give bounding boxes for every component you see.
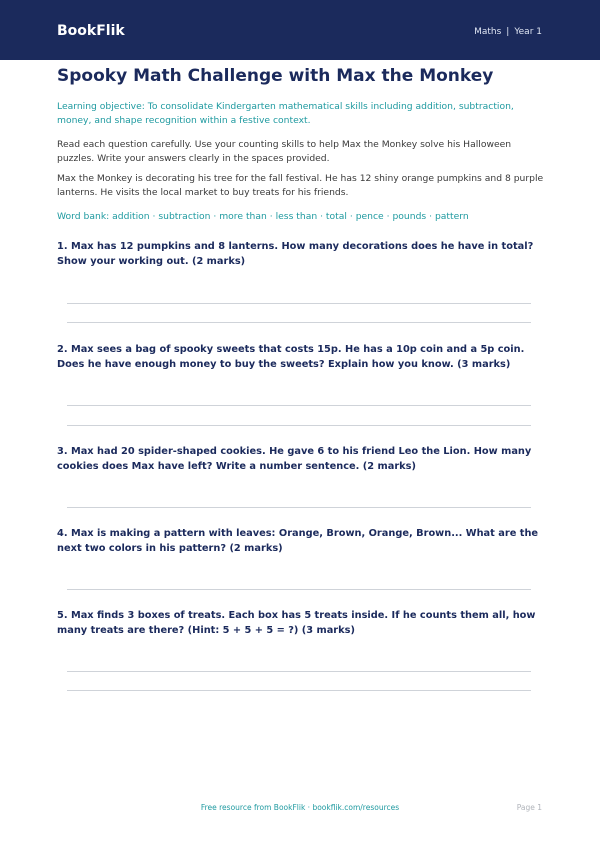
header-meta xyxy=(474,27,542,37)
question-1: 1. Max has 12 pumpkins and 8 lanterns. How many decorations does he have in total? Show your working out. (2 marks) xyxy=(57,241,534,267)
answer-line[interactable] xyxy=(67,671,531,672)
question-3: 3. Max had 20 spider-shaped cookies. He gave 6 to his friend Leo the Lion. How many cookies does Max have left? Write a number sentence. (2 marks) xyxy=(57,446,532,472)
answer-line[interactable] xyxy=(67,589,531,590)
learning-objective: Learning objective: To consolidate Kindergarten mathematical skills including addition, subtraction, money, and shape recognition within a festive context. xyxy=(57,101,514,126)
story-context: Max the Monkey is decorating his tree for the fall festival. He has 12 shiny orange pumpkins and 8 purple lanterns. He visits the local market to buy treats for his friends. xyxy=(57,173,544,198)
instructions-text: Read each question carefully. Use your counting skills to help Max the Monkey solve his Halloween puzzles. Write your answers clearly in the spaces provided. xyxy=(57,139,512,164)
subject-label: Maths xyxy=(474,27,502,37)
word-bank: Word bank: addition · subtraction · more than · less than · total · pence · pounds · pattern xyxy=(57,211,469,222)
brand-logo[interactable]: BookFlik xyxy=(57,23,125,39)
answer-line[interactable] xyxy=(67,303,531,304)
answer-line[interactable] xyxy=(67,690,531,691)
year-label: Year 1 xyxy=(514,27,542,37)
answer-line[interactable] xyxy=(67,425,531,426)
answer-line[interactable] xyxy=(67,405,531,406)
question-2: 2. Max sees a bag of spooky sweets that costs 15p. He has a 10p coin and a 5p coin. Does he have enough money to buy the sweets? Explain how you know. (3 marks) xyxy=(57,344,525,370)
answer-line[interactable] xyxy=(67,322,531,323)
footer-resource-link[interactable]: Free resource from BookFlik · bookflik.com/resources xyxy=(200,803,400,812)
answer-line[interactable] xyxy=(67,507,531,508)
meta-separator: | xyxy=(506,27,510,37)
question-5: 5. Max finds 3 boxes of treats. Each box has 5 treats inside. If he counts them all, how many treats are there? (Hint: 5 + 5 + 5 = ?) (3 marks) xyxy=(57,610,536,636)
question-4: 4. Max is making a pattern with leaves: Orange, Brown, Orange, Brown... What are the next two colors in his pattern? (2 marks) xyxy=(57,528,539,554)
page-title: Spooky Math Challenge with Max the Monkey xyxy=(57,66,494,86)
page-number: Page 1 xyxy=(516,803,542,812)
header-bar xyxy=(0,0,600,60)
